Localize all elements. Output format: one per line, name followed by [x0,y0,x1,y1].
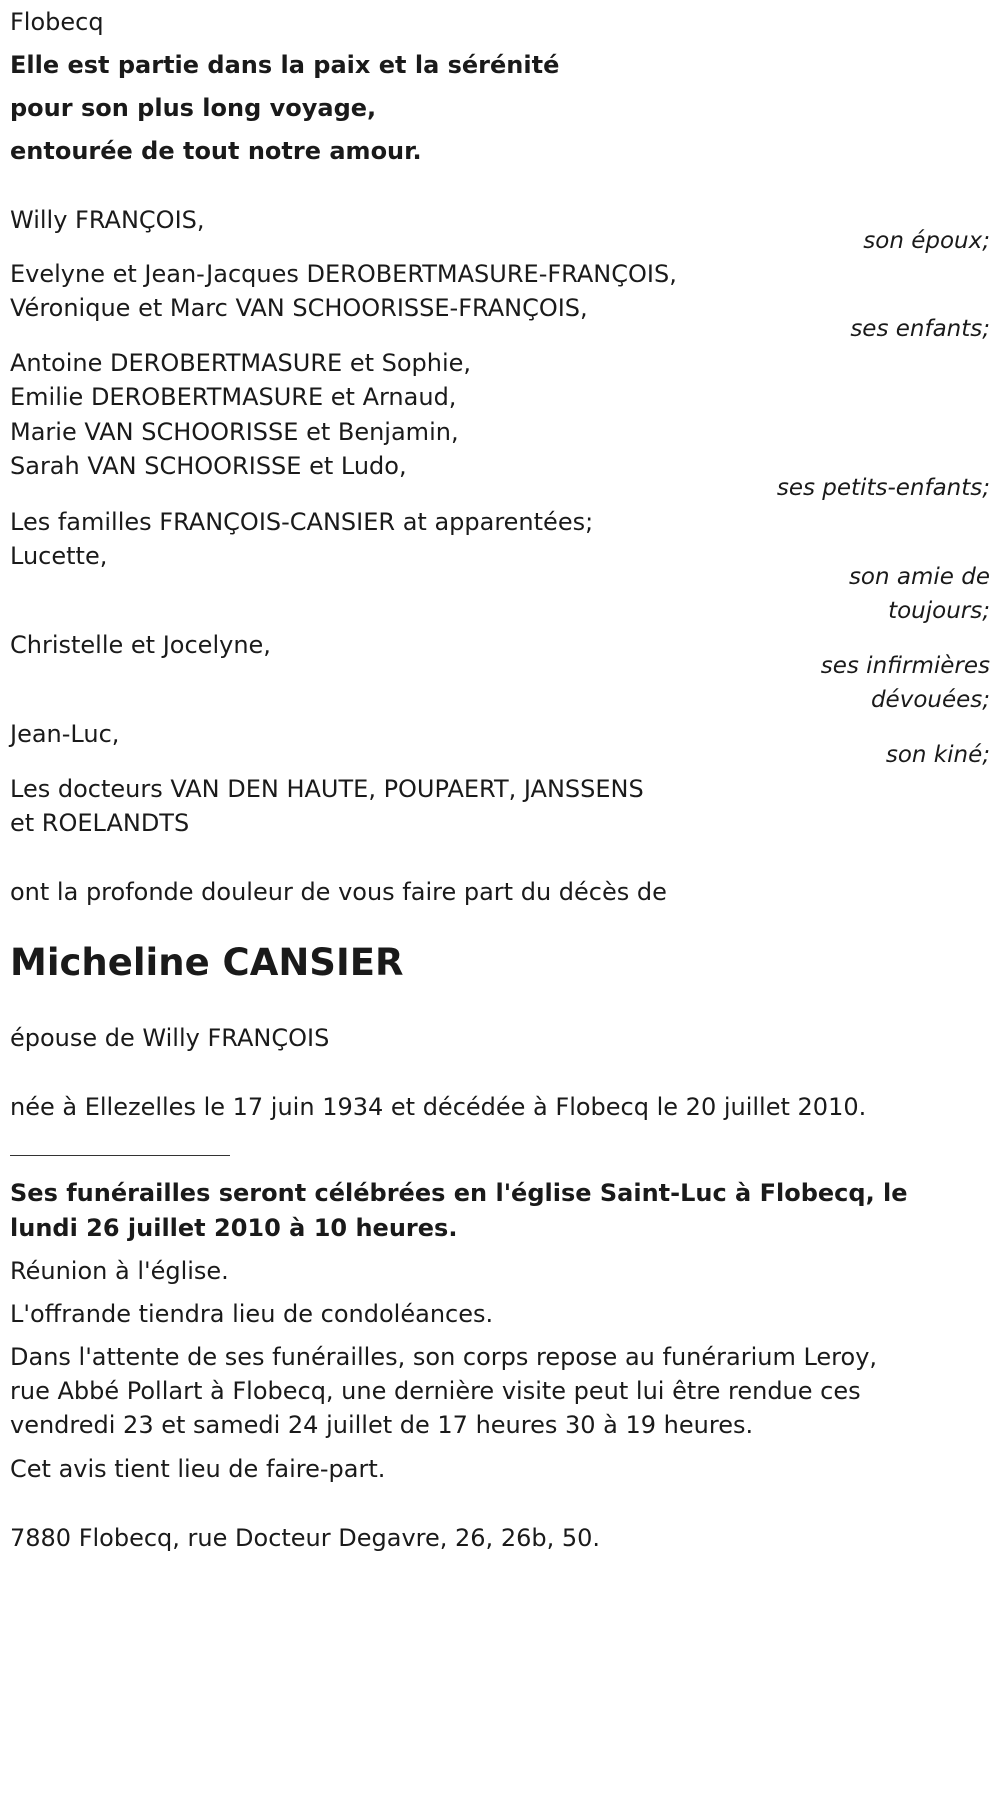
birth-death-line: née à Ellezelles le 17 juin 1934 et décédée à Flobecq le 20 juillet 2010. [10,1093,867,1121]
physio-role: son kiné; [885,742,990,768]
notice-line: Cet avis tient lieu de faire-part. [10,1455,386,1483]
location-heading: Flobecq [10,8,104,36]
friend-name: Lucette, [10,542,108,570]
poem-line-1: Elle est partie dans la paix et la sérénité [10,51,560,79]
spouse-role: son époux; [863,228,990,254]
visit-line-1: Dans l'attente de ses funérailles, son corps repose au funérarium Leroy, [10,1343,878,1371]
visit-line-2: rue Abbé Pollart à Flobecq, une dernière visite peut lui être rendue ces [10,1377,861,1405]
funeral-line-2: lundi 26 juillet 2010 à 10 heures. [10,1214,458,1242]
poem-line-2: pour son plus long voyage, [10,94,377,122]
physio-name: Jean-Luc, [10,720,120,748]
deceased-name: Micheline CANSIER [10,941,404,984]
nurses-role-line-1: ses infirmières [820,653,990,679]
address-line: 7880 Flobecq, rue Docteur Degavre, 26, 26b, 50. [10,1524,601,1552]
nurses-role-line-2: dévouées; [870,687,990,713]
section-divider [10,1155,230,1156]
families-line: Les familles FRANÇOIS-CANSIER at apparentées; [10,508,594,536]
spouse-name: Willy FRANÇOIS, [10,206,205,234]
obituary-notice [10,0,990,1812]
grandchildren-role: ses petits-enfants; [776,475,990,501]
spouse-of-line: épouse de Willy FRANÇOIS [10,1024,330,1052]
grandchild-line-1: Antoine DEROBERTMASURE et Sophie, [10,349,472,377]
doctors-line-1: Les docteurs VAN DEN HAUTE, POUPAERT, JANSSENS [10,775,644,803]
nurses-names: Christelle et Jocelyne, [10,631,271,659]
meeting-line: Réunion à l'église. [10,1257,229,1285]
grandchild-line-4: Sarah VAN SCHOORISSE et Ludo, [10,452,407,480]
child-line-2: Véronique et Marc VAN SCHOORISSE-FRANÇOIS, [10,294,588,322]
children-role: ses enfants; [850,316,990,342]
friend-role-line-2: toujours; [888,598,990,624]
offering-line: L'offrande tiendra lieu de condoléances. [10,1300,494,1328]
grandchild-line-3: Marie VAN SCHOORISSE et Benjamin, [10,418,459,446]
poem-line-3: entourée de tout notre amour. [10,137,422,165]
funeral-line-1: Ses funérailles seront célébrées en l'église Saint-Luc à Flobecq, le [10,1179,908,1207]
child-line-1: Evelyne et Jean-Jacques DEROBERTMASURE-FRANÇOIS, [10,260,677,288]
visit-line-3: vendredi 23 et samedi 24 juillet de 17 heures 30 à 19 heures. [10,1411,754,1439]
announcement-text: ont la profonde douleur de vous faire part du décès de [10,878,667,906]
friend-role-line-1: son amie de [848,564,990,590]
grandchild-line-2: Emilie DEROBERTMASURE et Arnaud, [10,383,457,411]
doctors-line-2: et ROELANDTS [10,809,190,837]
